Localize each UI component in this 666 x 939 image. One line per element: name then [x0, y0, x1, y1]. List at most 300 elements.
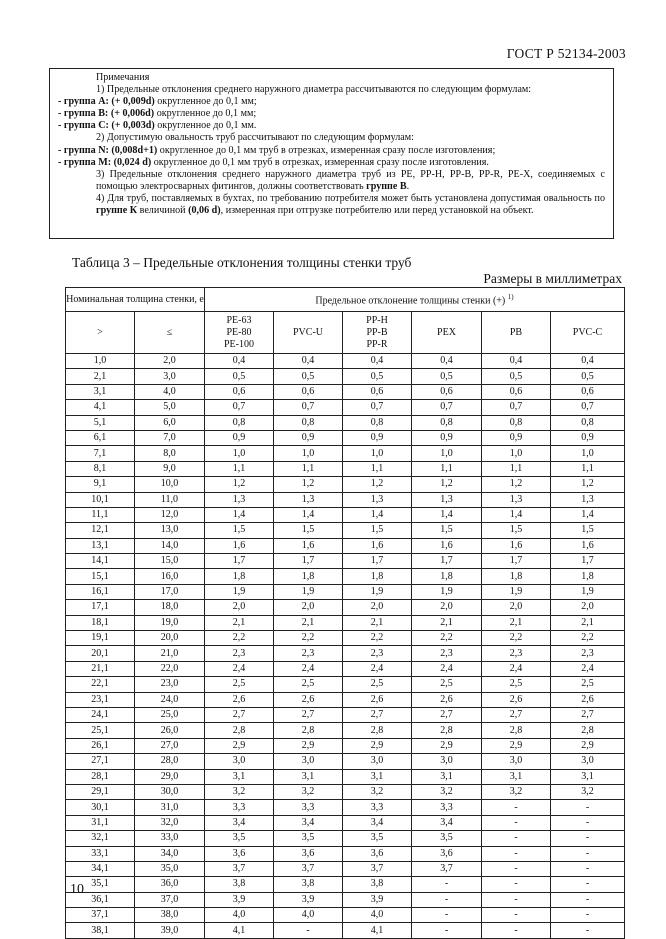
- table-cell: 19,1: [66, 631, 135, 646]
- table-cell: 1,1: [551, 461, 625, 476]
- table-cell: 3,6: [274, 846, 343, 861]
- table-cell: 2,9: [482, 738, 551, 753]
- table-cell: 2,3: [551, 646, 625, 661]
- table-cell: 1,8: [205, 569, 274, 584]
- note-3-bold: группе В: [366, 180, 407, 192]
- table-cell: 1,1: [482, 461, 551, 476]
- table-cell: 1,0: [551, 446, 625, 461]
- table-cell: 0,9: [343, 430, 412, 445]
- table-cell: -: [551, 908, 625, 923]
- table-cell: 2,7: [412, 707, 482, 722]
- table-cell: -: [551, 800, 625, 815]
- note-3: 3) Предельные отклонения среднего наружного диаметра труб из РЕ, РР-Н, РР-В, РР-R, РЕ-Х, соединяемых с помощью электросварных фитингов, должны соответствовать группе В.: [96, 168, 605, 192]
- header-material-pvc-u: PVC-U: [274, 312, 343, 354]
- table-row: [66, 477, 625, 492]
- note-4-text-a: 4) Для труб, поставляемых в бухтах, по требованию потребителя может быть установлена допустимая овальность по: [96, 192, 605, 204]
- table-cell: 1,7: [482, 554, 551, 569]
- table-cell: 3,0: [135, 369, 205, 384]
- table-cell: 0,6: [343, 384, 412, 399]
- table-cell: 18,1: [66, 615, 135, 630]
- table-cell: 1,4: [205, 507, 274, 522]
- group-formula: (0,024 d): [113, 156, 152, 168]
- table-cell: 0,4: [343, 354, 412, 369]
- header-nominal-thickness: Номинальная толщина стенки, e: [66, 288, 205, 312]
- table-cell: 1,1: [205, 461, 274, 476]
- table-cell: 3,7: [412, 861, 482, 876]
- table-row: [66, 492, 625, 507]
- table-cell: 3,1: [274, 769, 343, 784]
- note-1: 1) Предельные отклонения среднего наружного диаметра рассчитываются по следующим формулам:: [96, 84, 532, 96]
- header-material-pp: [343, 312, 412, 354]
- table-cell: 7,1: [66, 446, 135, 461]
- table-cell: -: [551, 877, 625, 892]
- table-row: [66, 461, 625, 476]
- table-cell: 1,8: [274, 569, 343, 584]
- table-cell: 1,5: [205, 523, 274, 538]
- table-cell: 3,0: [274, 754, 343, 769]
- table-cell: 6,0: [135, 415, 205, 430]
- table-cell: 2,8: [551, 723, 625, 738]
- table-cell: 25,0: [135, 707, 205, 722]
- table-row: [66, 707, 625, 722]
- table-cell: 1,0: [343, 446, 412, 461]
- table-cell: 1,9: [205, 584, 274, 599]
- header-deviation-text: Предельное отклонение толщины стенки (+): [315, 295, 506, 307]
- table-cell: -: [412, 892, 482, 907]
- note-3-text: 3) Предельные отклонения среднего наружного диаметра труб из РЕ, РР-Н, РР-В, РР-R, РЕ-Х, соединяемых с помощью электросварных фитингов, должны соответствовать: [96, 168, 605, 192]
- table-cell: 3,1: [482, 769, 551, 784]
- note-1-group-b: [58, 108, 605, 120]
- table-cell: 1,5: [482, 523, 551, 538]
- table-cell: 4,1: [343, 923, 412, 938]
- header-le: ≤: [135, 312, 205, 354]
- table-cell: 1,0: [482, 446, 551, 461]
- table-cell: -: [482, 877, 551, 892]
- table-cell: 2,4: [412, 661, 482, 676]
- table-cell: 2,3: [343, 646, 412, 661]
- table-row: [66, 446, 625, 461]
- table-cell: 0,7: [274, 400, 343, 415]
- note-2-group-n: [58, 145, 605, 157]
- note-4-bold-group: группе К: [96, 205, 138, 217]
- table-cell: 34,0: [135, 846, 205, 861]
- table-cell: 4,1: [205, 923, 274, 938]
- note-2: 2) Допустимую овальность труб рассчитывают по следующим формулам:: [96, 132, 414, 144]
- group-tail: округленное до 0,1 мм;: [157, 96, 257, 108]
- table-cell: 1,6: [551, 538, 625, 553]
- table-cell: 1,2: [343, 477, 412, 492]
- table-cell: 0,5: [412, 369, 482, 384]
- table-row: [66, 554, 625, 569]
- table-cell: 2,3: [412, 646, 482, 661]
- table-cell: 26,1: [66, 738, 135, 753]
- table-cell: 3,4: [412, 815, 482, 830]
- table-cell: -: [551, 831, 625, 846]
- table-cell: 0,4: [205, 354, 274, 369]
- table-cell: 1,7: [343, 554, 412, 569]
- table-cell: 3,1: [551, 769, 625, 784]
- table-cell: 1,4: [551, 507, 625, 522]
- table-cell: 1,8: [551, 569, 625, 584]
- table-cell: 3,5: [205, 831, 274, 846]
- table-cell: 9,1: [66, 477, 135, 492]
- table-cell: 3,2: [551, 784, 625, 799]
- table-cell: 39,0: [135, 923, 205, 938]
- table-cell: 1,5: [551, 523, 625, 538]
- table-cell: 1,2: [274, 477, 343, 492]
- group-formula: (+ 0,003d): [111, 120, 155, 132]
- table-cell: 4,0: [205, 908, 274, 923]
- table-cell: 2,8: [343, 723, 412, 738]
- note-1-group-a: [58, 96, 605, 108]
- table-row: [66, 415, 625, 430]
- table-cell: 0,6: [551, 384, 625, 399]
- table-row: [66, 738, 625, 753]
- table-cell: 1,2: [205, 477, 274, 492]
- header-gt: >: [66, 312, 135, 354]
- table-cell: 1,9: [551, 584, 625, 599]
- table-cell: 35,1: [66, 877, 135, 892]
- table-cell: 3,1: [412, 769, 482, 784]
- table-cell: 3,0: [343, 754, 412, 769]
- table-cell: 0,5: [551, 369, 625, 384]
- table-cell: 2,3: [205, 646, 274, 661]
- table-cell: 2,9: [412, 738, 482, 753]
- table-cell: 1,3: [205, 492, 274, 507]
- table-cell: 3,4: [343, 815, 412, 830]
- table-cell: 0,4: [412, 354, 482, 369]
- table-cell: 4,0: [343, 908, 412, 923]
- table-cell: 3,0: [412, 754, 482, 769]
- table-cell: -: [274, 923, 343, 938]
- table-cell: 2,9: [205, 738, 274, 753]
- table-cell: 3,2: [343, 784, 412, 799]
- table-cell: 0,7: [551, 400, 625, 415]
- table-cell: 0,7: [482, 400, 551, 415]
- header-material-pe: [205, 312, 274, 354]
- table-cell: 16,1: [66, 584, 135, 599]
- table-cell: 3,9: [205, 892, 274, 907]
- table-cell: 0,9: [551, 430, 625, 445]
- table-cell: 0,6: [412, 384, 482, 399]
- table-cell: 1,4: [412, 507, 482, 522]
- table-cell: 1,3: [551, 492, 625, 507]
- table-cell: 3,8: [205, 877, 274, 892]
- table-cell: 1,4: [343, 507, 412, 522]
- table-cell: 19,0: [135, 615, 205, 630]
- table-cell: 36,0: [135, 877, 205, 892]
- table-cell: -: [482, 831, 551, 846]
- table-cell: 18,0: [135, 600, 205, 615]
- table-cell: 1,0: [66, 354, 135, 369]
- group-tail: округленное до 0,1 мм труб в отрезках, измеренная сразу после изготовления.: [153, 156, 489, 168]
- table-cell: 4,0: [274, 908, 343, 923]
- table-cell: 5,1: [66, 415, 135, 430]
- table-cell: 3,3: [205, 800, 274, 815]
- table-cell: 1,6: [343, 538, 412, 553]
- table-units: Размеры в миллиметрах: [483, 271, 622, 286]
- table-cell: 1,9: [482, 584, 551, 599]
- table-cell: 0,5: [274, 369, 343, 384]
- table-cell: 2,5: [274, 677, 343, 692]
- table-row: [66, 584, 625, 599]
- table-cell: 1,7: [412, 554, 482, 569]
- table-cell: 0,7: [205, 400, 274, 415]
- table-cell: -: [551, 861, 625, 876]
- table-cell: 11,0: [135, 492, 205, 507]
- table-cell: 3,7: [274, 861, 343, 876]
- notes-title: Примечания: [96, 72, 150, 83]
- table-cell: -: [482, 923, 551, 938]
- table-cell: 3,0: [205, 754, 274, 769]
- table-cell: 12,1: [66, 523, 135, 538]
- table-cell: 1,6: [412, 538, 482, 553]
- table-cell: 0,5: [205, 369, 274, 384]
- table-cell: 2,0: [135, 354, 205, 369]
- table-cell: 31,0: [135, 800, 205, 815]
- table-cell: 2,8: [274, 723, 343, 738]
- table-cell: 0,4: [274, 354, 343, 369]
- table-cell: 8,0: [135, 446, 205, 461]
- table-row: [66, 754, 625, 769]
- table-cell: 2,0: [551, 600, 625, 615]
- table-cell: 3,5: [412, 831, 482, 846]
- table-cell: 0,8: [205, 415, 274, 430]
- table-cell: 2,2: [343, 631, 412, 646]
- table-cell: 3,7: [205, 861, 274, 876]
- group-label: - группа N:: [58, 144, 109, 156]
- table-cell: 0,8: [343, 415, 412, 430]
- table-cell: 20,1: [66, 646, 135, 661]
- table-row: [66, 507, 625, 522]
- table-row: [66, 354, 625, 369]
- table-cell: -: [551, 815, 625, 830]
- table-cell: 0,5: [343, 369, 412, 384]
- table-cell: 34,1: [66, 861, 135, 876]
- table-cell: -: [551, 892, 625, 907]
- table-cell: 2,0: [343, 600, 412, 615]
- table-cell: 17,1: [66, 600, 135, 615]
- group-formula: (+ 0,009d): [111, 96, 155, 108]
- table-cell: 1,2: [551, 477, 625, 492]
- table-cell: -: [482, 861, 551, 876]
- table-cell: 3,1: [343, 769, 412, 784]
- table-cell: 23,0: [135, 677, 205, 692]
- table-cell: 0,8: [551, 415, 625, 430]
- note-4: [58, 193, 605, 217]
- table-cell: 1,1: [343, 461, 412, 476]
- table-cell: 2,6: [551, 692, 625, 707]
- table-cell: 0,4: [551, 354, 625, 369]
- table-cell: 1,2: [482, 477, 551, 492]
- table-cell: -: [412, 923, 482, 938]
- table-cell: 0,9: [482, 430, 551, 445]
- table-cell: 2,5: [412, 677, 482, 692]
- table-cell: 21,1: [66, 661, 135, 676]
- table-cell: 2,1: [482, 615, 551, 630]
- group-tail: округленное до 0,1 мм.: [157, 120, 257, 132]
- table-row: [66, 692, 625, 707]
- table-cell: 2,6: [274, 692, 343, 707]
- table-cell: 2,7: [343, 707, 412, 722]
- table-cell: 7,0: [135, 430, 205, 445]
- document-header: ГОСТ Р 52134-2003: [506, 46, 626, 61]
- group-label: - группа М:: [58, 156, 112, 168]
- table-cell: 2,5: [205, 677, 274, 692]
- table-row: [66, 400, 625, 415]
- table-cell: 1,5: [412, 523, 482, 538]
- table-cell: 3,1: [66, 384, 135, 399]
- table-cell: 1,8: [482, 569, 551, 584]
- table-cell: 2,7: [551, 707, 625, 722]
- table-row: [66, 831, 625, 846]
- table-cell: 1,5: [274, 523, 343, 538]
- table-cell: 3,2: [482, 784, 551, 799]
- wall-thickness-table: [65, 287, 625, 939]
- table-cell: 9,0: [135, 461, 205, 476]
- table-row: [66, 677, 625, 692]
- note-4-text-b: величиной: [139, 205, 186, 217]
- table-cell: 3,0: [551, 754, 625, 769]
- table-cell: 0,8: [274, 415, 343, 430]
- table-cell: 10,1: [66, 492, 135, 507]
- table-cell: 2,0: [205, 600, 274, 615]
- table-cell: 22,1: [66, 677, 135, 692]
- table-row: [66, 538, 625, 553]
- note-4-text-c: , измеренная при отгрузке потребителю или перед установкой на объект.: [220, 205, 534, 217]
- group-label: - группа С:: [58, 120, 109, 132]
- table-cell: 1,9: [274, 584, 343, 599]
- table-row: [66, 615, 625, 630]
- table-cell: 16,0: [135, 569, 205, 584]
- header-deviation-footnote: 1): [507, 293, 514, 302]
- table-cell: 1,0: [274, 446, 343, 461]
- table-cell: 27,1: [66, 754, 135, 769]
- table-cell: 24,1: [66, 707, 135, 722]
- table-cell: 14,1: [66, 554, 135, 569]
- table-cell: 25,1: [66, 723, 135, 738]
- table-cell: -: [412, 908, 482, 923]
- table-cell: 1,3: [274, 492, 343, 507]
- table-cell: -: [412, 877, 482, 892]
- table-cell: 2,9: [551, 738, 625, 753]
- table-cell: 3,3: [412, 800, 482, 815]
- table-row: [66, 846, 625, 861]
- table-cell: 31,1: [66, 815, 135, 830]
- table-cell: 2,4: [343, 661, 412, 676]
- group-tail: округленное до 0,1 мм;: [156, 108, 257, 120]
- table-cell: 13,1: [66, 538, 135, 553]
- table-cell: 2,1: [274, 615, 343, 630]
- note-2-group-m: [58, 157, 605, 169]
- page-number: 10: [70, 882, 84, 897]
- table-cell: 1,8: [412, 569, 482, 584]
- table-cell: 2,6: [412, 692, 482, 707]
- table-cell: 2,4: [274, 661, 343, 676]
- table-cell: 6,1: [66, 430, 135, 445]
- table-cell: 3,4: [274, 815, 343, 830]
- table-cell: 5,0: [135, 400, 205, 415]
- table-cell: 37,0: [135, 892, 205, 907]
- table-cell: 4,1: [66, 400, 135, 415]
- table-cell: 3,6: [412, 846, 482, 861]
- table-cell: 1,6: [274, 538, 343, 553]
- table-body: [66, 354, 625, 939]
- table-cell: 29,1: [66, 784, 135, 799]
- table-cell: 28,0: [135, 754, 205, 769]
- table-cell: 2,1: [412, 615, 482, 630]
- table-cell: 2,2: [412, 631, 482, 646]
- table-cell: 2,8: [205, 723, 274, 738]
- table-cell: 0,8: [482, 415, 551, 430]
- table-title: Таблица 3 – Предельные отклонения толщины стенки труб: [72, 255, 412, 270]
- table-cell: 1,7: [274, 554, 343, 569]
- table-cell: 3,4: [205, 815, 274, 830]
- table-cell: 1,1: [412, 461, 482, 476]
- table-cell: 1,4: [274, 507, 343, 522]
- table-cell: 13,0: [135, 523, 205, 538]
- table-cell: 1,8: [343, 569, 412, 584]
- table-cell: 2,5: [551, 677, 625, 692]
- table-cell: 15,1: [66, 569, 135, 584]
- table-cell: 3,8: [343, 877, 412, 892]
- table-cell: 27,0: [135, 738, 205, 753]
- table-cell: 2,1: [66, 369, 135, 384]
- table-cell: 32,1: [66, 831, 135, 846]
- table-cell: -: [482, 908, 551, 923]
- table-row: [66, 908, 625, 923]
- table-cell: 1,4: [482, 507, 551, 522]
- table-cell: 2,4: [205, 661, 274, 676]
- table-cell: 3,6: [343, 846, 412, 861]
- table-cell: 3,8: [274, 877, 343, 892]
- table-cell: 2,8: [412, 723, 482, 738]
- table-cell: 2,9: [343, 738, 412, 753]
- table-cell: 8,1: [66, 461, 135, 476]
- table-cell: 36,1: [66, 892, 135, 907]
- table-cell: 0,7: [343, 400, 412, 415]
- table-row: [66, 369, 625, 384]
- table-cell: 32,0: [135, 815, 205, 830]
- table-cell: 21,0: [135, 646, 205, 661]
- table-cell: 3,2: [205, 784, 274, 799]
- table-cell: 17,0: [135, 584, 205, 599]
- group-label: - группа А:: [58, 96, 109, 108]
- table-cell: 1,3: [482, 492, 551, 507]
- table-cell: 3,9: [274, 892, 343, 907]
- header-material-pp-text: PP-H PP-B PP-R: [366, 314, 388, 350]
- table-cell: 26,0: [135, 723, 205, 738]
- table-row: [66, 784, 625, 799]
- table-cell: 37,1: [66, 908, 135, 923]
- table-cell: 2,5: [482, 677, 551, 692]
- table-cell: 0,6: [482, 384, 551, 399]
- table-cell: 0,4: [482, 354, 551, 369]
- table-cell: 2,6: [482, 692, 551, 707]
- table-cell: 2,7: [482, 707, 551, 722]
- header-material-pb: PB: [482, 312, 551, 354]
- table-cell: 3,2: [274, 784, 343, 799]
- table-cell: -: [482, 892, 551, 907]
- table-cell: 3,5: [274, 831, 343, 846]
- table-cell: 0,9: [274, 430, 343, 445]
- table-cell: 2,6: [343, 692, 412, 707]
- table-row: [66, 861, 625, 876]
- table-cell: 2,6: [205, 692, 274, 707]
- table-cell: 0,9: [412, 430, 482, 445]
- header-material-pe-text: PE-63 PE-80 PE-100: [224, 314, 254, 350]
- note-4-bold-formula: (0,06 d): [188, 205, 221, 217]
